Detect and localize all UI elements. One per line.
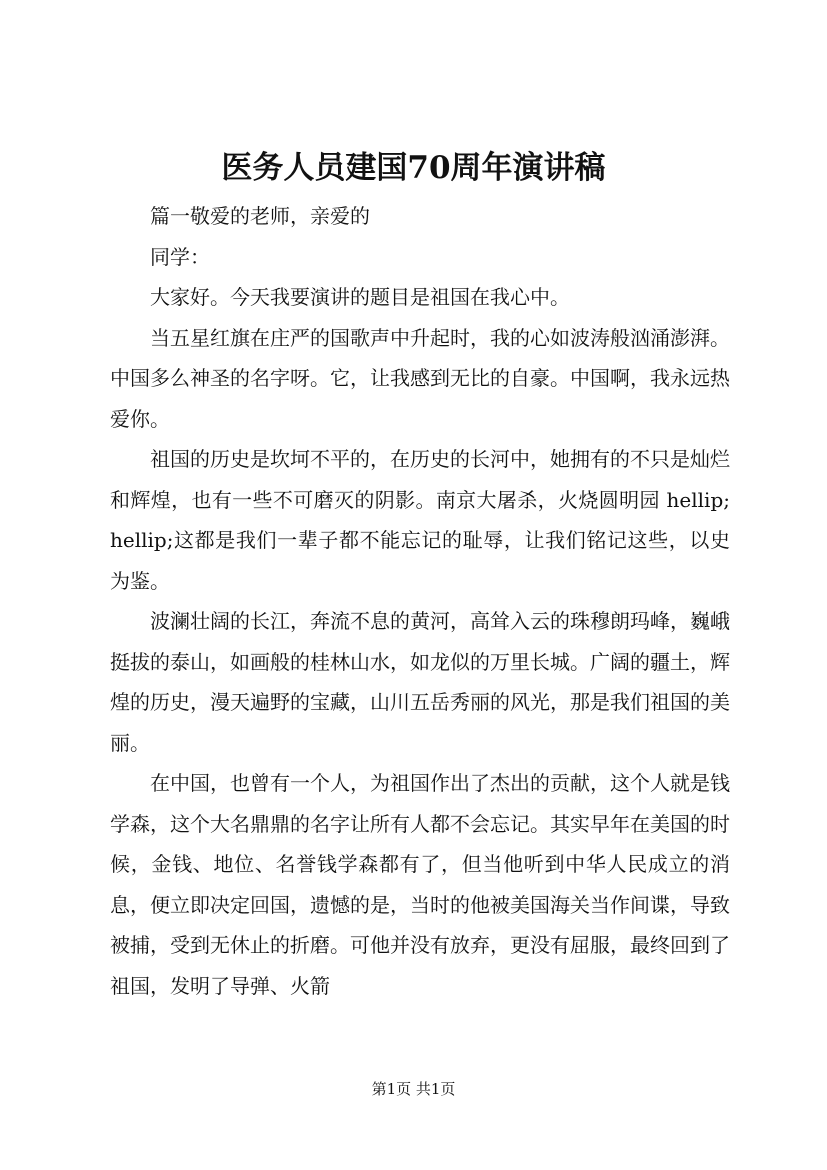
document-body — [110, 196, 730, 1006]
document-title: 医务人员建国70周年演讲稿 — [221, 150, 606, 186]
page-footer: 第1页 共1页 — [371, 1080, 456, 1098]
paragraph-7: 在中国，也曾有一个人，为祖国作出了杰出的贡献，这个人就是钱学森，这个大名鼎鼎的名字让所有人都不会忘记。其实早年在美国的时候，金钱、地位、名誉钱学森都有了，但当他听到中华人民成立的消息，便立即决定回国，遗憾的是，当时的他被美国海关当作间谍，导致被捕，受到无休止的折磨。可他并没有放弃，更没有屈服，最终回到了祖国，发明了导弹、火箭 — [110, 771, 730, 998]
paragraph-4: 当五星红旗在庄严的国歌声中升起时，我的心如波涛般汹涌澎湃。中国多么神圣的名字呀。它，让我感到无比的自豪。中国啊，我永远热爱你。 — [110, 325, 730, 431]
paragraph-6: 波澜壮阔的长江，奔流不息的黄河，高耸入云的珠穆朗玛峰，巍峨挺拔的泰山，如画般的桂林山水，如龙似的万里长城。广阔的疆土，辉煌的历史，漫天遍野的宝藏，山川五岳秀丽的风光，那是我们祖国的美丽。 — [110, 609, 730, 755]
paragraph-3: 大家好。今天我要演讲的题目是祖国在我心中。 — [150, 285, 570, 309]
paragraph-1: 篇一敬爱的老师，亲爱的 — [150, 204, 370, 228]
paragraph-5: 祖国的历史是坎坷不平的，在历史的长河中，她拥有的不只是灿烂和辉煌，也有一些不可磨灭的阴影。南京大屠杀，火烧圆明园 hellip;hellip;这都是我们一辈子都不能忘记的耻辱，让我们铭记这些，以史为鉴。 — [110, 447, 730, 593]
paragraph-2: 同学： — [150, 244, 210, 269]
